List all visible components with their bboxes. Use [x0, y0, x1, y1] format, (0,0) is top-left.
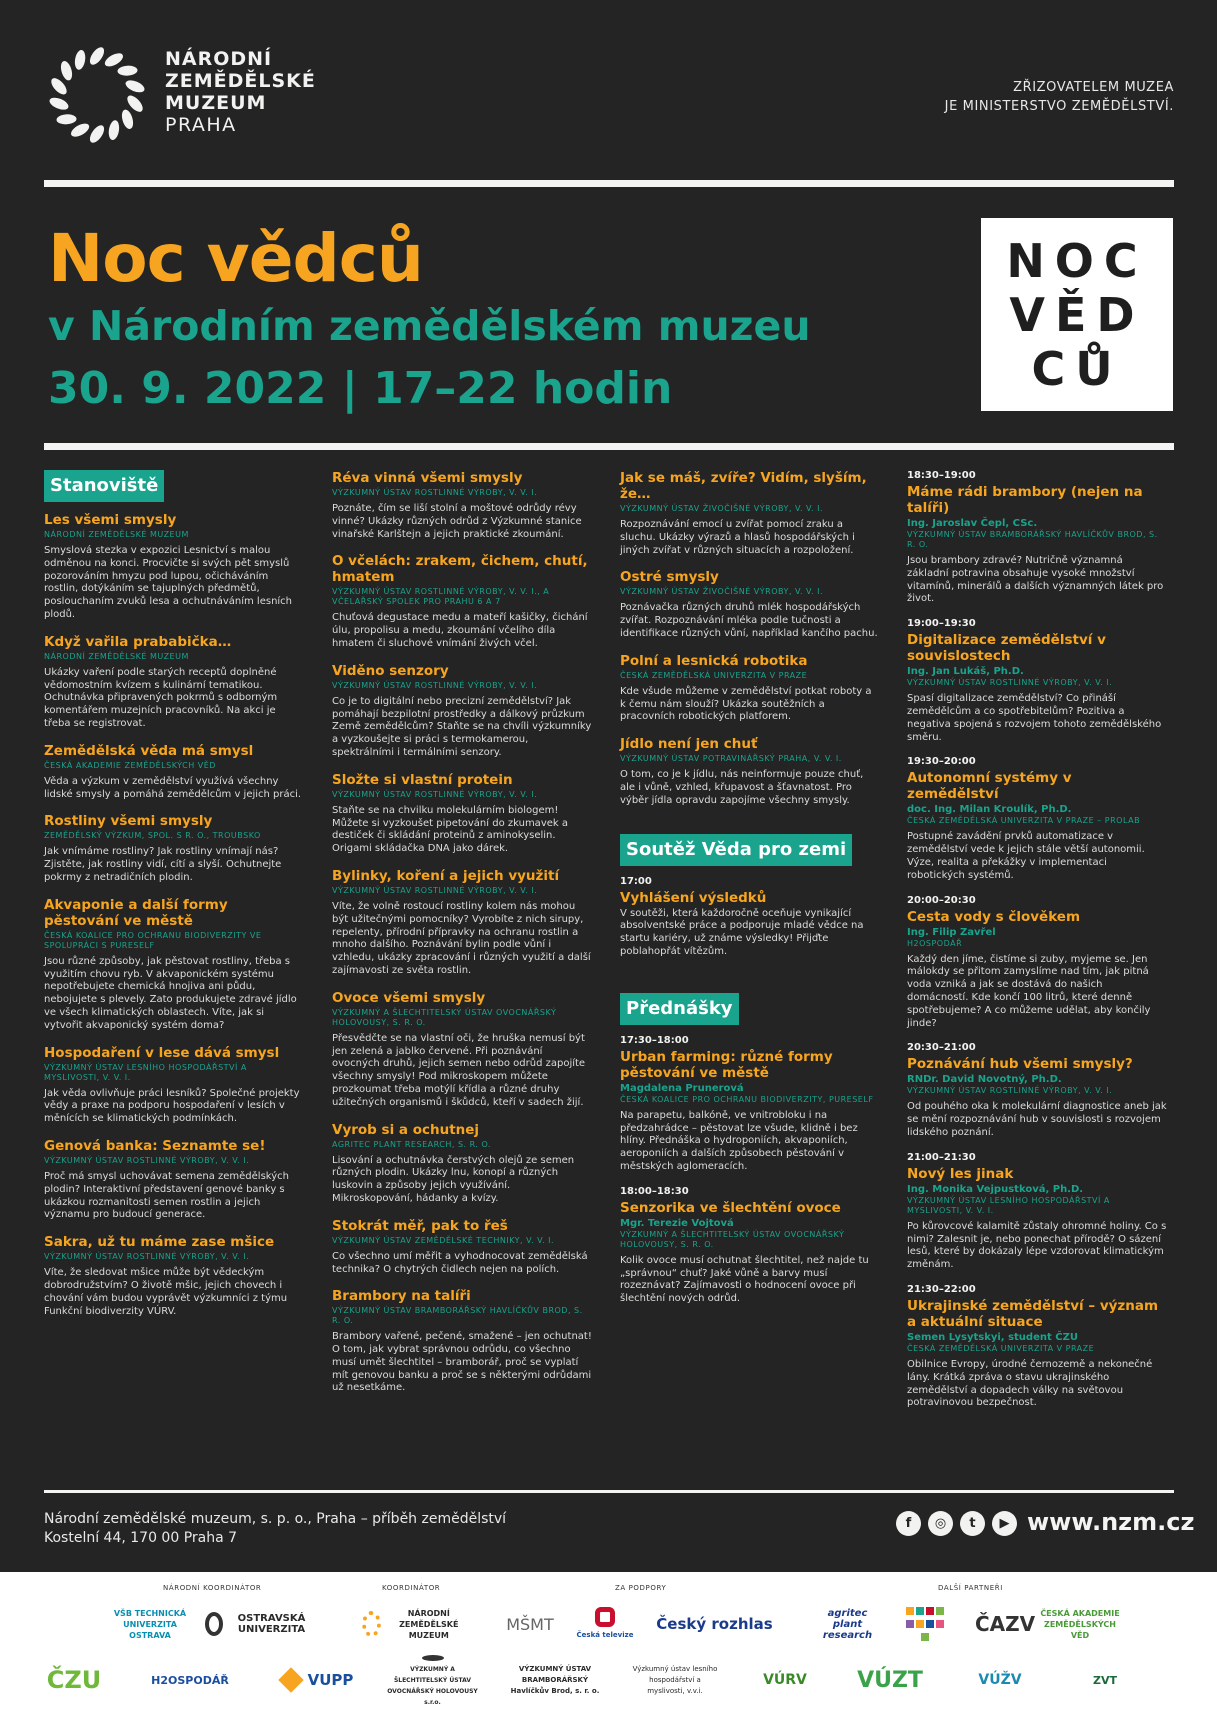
item-title: Složte si vlastní protein — [332, 771, 513, 788]
item-institution: ČESKÁ AKADEMIE ZEMĚDĚLSKÝCH VĚD — [44, 760, 216, 770]
item-speaker: Magdalena Prunerová — [620, 1082, 744, 1094]
program-item — [907, 1152, 1167, 1272]
item-text: Lisování a ochutnávka čerstvých olejů ze semen různých plodin. Ukázky lnu, konopí a různých luskovin a způsoby jejich využívání. Mikroskopování, hádanky a kvízy. — [332, 1154, 575, 1204]
vuzt-logo: VÚZT — [857, 1667, 923, 1693]
program-item — [907, 470, 1167, 606]
item-time: 17:00 — [620, 875, 652, 887]
item-institution: VÝZKUMNÝ ÚSTAV LESNÍHO HOSPODÁŘSTVÍ A MYSLIVOSTI, V. V. I. — [907, 1195, 1110, 1215]
item-text: Jak věda ovlivňuje práci lesníků? Společné projekty vědy a praxe na podporu hospodaření v lesích v měnících se klimatických podmínkách. — [44, 1087, 300, 1125]
item-institution: VÝZKUMNÝ ÚSTAV ROSTLINNÉ VÝROBY, V. V. I. — [332, 885, 538, 895]
program-item — [907, 895, 1167, 1031]
item-time: 17:30–18:00 — [620, 1034, 689, 1046]
item-text: Smyslová stezka v expozici Lesnictví s malou odměnou na konci. Procvičte si svých pět smyslů pozorováním hmyzu pod lupou, očicháváním rostlin, dotýkáním se tajuplných předmětů, poslouchaním zvuků lesa a ochutnáváním lesních plodů. — [44, 545, 293, 620]
item-time: 18:00–18:30 — [620, 1185, 689, 1197]
item-text: Na parapetu, balkóně, ve vnitrobloku i na předzahrádce – pěstovat lze všude, klidně i bez hlíny. Přednáška o hydroponiích, akvaponiích, aeroponiích a dalších způsobech pěstování v městských aglomeracích. — [620, 1109, 858, 1172]
item-institution: ČESKÁ KOALICE PRO OCHRANU BIODIVERZITY, PURESELF — [620, 1094, 874, 1104]
logo-leaf — [107, 119, 120, 140]
h2ospodar-logo: H2OSPODÁŘ — [151, 1673, 229, 1687]
czu-logo: ČZU — [46, 1665, 102, 1694]
item-text: Víte, že volně rostoucí rostliny kolem nás mohou být užitečnými pomocníky? Vyrobíte z nich sirupy, repelenty, přírodní přípravky na ochranu rostlin a mnoho dalšího. Poznávání bylin podle vůní i vzhledu, ukázky zpracování i různých využití a další zajímavosti ze světa rostlin. — [332, 900, 591, 976]
item-institution: VÝZKUMNÝ ÚSTAV BRAMBORÁŘSKÝ HAVLÍČKŮV BROD, S. R. O. — [332, 1306, 583, 1326]
footer-address — [44, 1510, 506, 1548]
item-time: 18:30–19:00 — [907, 470, 976, 481]
item-title: Polní a lesnická robotika — [620, 652, 808, 669]
item-text: Staňte se na chvilku molekulárním biologem! Můžete si vyzkoušet pipetování do zkumavek a destiček či skládání proteinů z aminokyselin. Origami skládačka DNA jako dárek. — [332, 804, 568, 855]
partner-heading: ZA PODPORY — [615, 1584, 667, 1592]
item-time: 21:00–21:30 — [907, 1151, 976, 1163]
item-institution: VÝZKUMNÝ A ŠLECHTITELSKÝ ÚSTAV OVOCNÁŘSKÝ HOLOVOUSY, S. R. O. — [332, 1007, 557, 1027]
item-institution: VÝZKUMNÝ ÚSTAV ZEMĚDĚLSKÉ TECHNIKY, V. V. I. — [332, 1235, 555, 1245]
program-item — [620, 569, 880, 640]
item-title: Rostliny všemi smysly — [44, 813, 213, 830]
logo-box-line: VĚD — [1009, 288, 1145, 342]
program-item — [620, 653, 880, 724]
youtube-icon[interactable]: ▶ — [992, 1511, 1017, 1536]
partner-label: Česká televize — [576, 1631, 634, 1639]
item-title: Digitalizace zemědělství v souvislostech — [907, 632, 1106, 665]
item-institution: VÝZKUMNÝ ÚSTAV BRAMBORÁŘSKÝ HAVLÍČKŮV BROD, S. R. O. — [907, 530, 1158, 549]
item-institution: VÝZKUMNÝ ÚSTAV POTRAVINÁŘSKÝ PRAHA, V. V. I. — [620, 754, 842, 764]
program-item — [44, 897, 304, 1033]
address-line: Národní zemědělské muzeum, s. p. o., Praha – příběh zemědělství — [44, 1511, 507, 1527]
item-institution: VÝZKUMNÝ ÚSTAV ŽIVOČIŠNÉ VÝROBY, V. V. I. — [620, 504, 823, 513]
item-institution: AGRITEC PLANT RESEARCH, S. R. O. — [332, 1139, 491, 1149]
item-institution: VÝZKUMNÝ ÚSTAV ROSTLINNÉ VÝROBY, V. V. I. — [44, 1252, 250, 1262]
item-speaker: Ing. Filip Zavřel — [907, 926, 996, 938]
item-institution: ČESKÁ KOALICE PRO OCHRANU BIODIVERZITY VE SPOLUPRÁCI S PURESELF — [44, 930, 262, 950]
contest-heading: Soutěž Věda pro zemi — [620, 834, 852, 866]
nzm-logo — [362, 1606, 472, 1642]
item-speaker: Ing. Jan Lukáš, Ph.D. — [907, 666, 1024, 678]
event-title: Noc vědců — [48, 220, 423, 297]
item-text: Od pouhého oka k molekulární diagnostice aneb jak se mění rozpoznávání hub v souvislosti s rozvojem lidského poznání. — [907, 1101, 1167, 1138]
program-item — [332, 1218, 592, 1277]
item-title: Ostré smysly — [620, 569, 719, 586]
vupp-logo — [275, 1662, 360, 1698]
item-institution: VÝZKUMNÝ ÚSTAV ROSTLINNÉ VÝROBY, V. V. I. — [332, 789, 538, 799]
item-title: Poznávání hub všemi smysly? — [907, 1056, 1133, 1073]
logo-city: PRAHA — [165, 114, 237, 136]
museum-logo-icon — [44, 42, 150, 148]
item-institution: VÝZKUMNÝ ÚSTAV ROSTLINNÉ VÝROBY, V. V. I. — [44, 1155, 250, 1165]
logo-leaf — [69, 121, 91, 140]
item-title: Ovoce všemi smysly — [332, 989, 486, 1006]
item-text: Co všechno umí měřit a vyhodnocovat zemědělská technika? O chytrých čidlech nejen na polích. — [332, 1250, 588, 1275]
item-text: Po kůrovcové kalamitě zůstaly ohromné holiny. Co s nimi? Zalesnit je, nebo ponechat přírodě? O sázení lesů, které by dokázaly lépe vzdorovat klimatickým změnám. — [907, 1220, 1167, 1271]
item-text: Jsou různé způsoby, jak pěstovat rostliny, třeba s využitím chovu ryb. V akvaponickém systému nepotřebujete chemická hnojiva ani půdu, nebojujete s plevely. Zato produkujete zdravé jídlo ve všech klimatických oblastech. Víte, jak si vytvořit akvaponický systém doma? — [44, 955, 297, 1031]
item-institution: VÝZKUMNÝ ÚSTAV ROSTLINNÉ VÝROBY, V. V. I. — [907, 1086, 1113, 1096]
partner-heading: KOORDINÁTOR — [382, 1584, 441, 1592]
program-item — [332, 1122, 592, 1206]
cro-logo: Český rozhlas — [656, 1614, 773, 1633]
item-text: Obilnice Evropy, úrodné černozemě a nekonečné lány. Krátká zpráva o stavu ukrajinského zemědělství a dopadech války na světovou potravinovou bezpečnost. — [907, 1358, 1153, 1409]
logo-box-line: NOC — [1006, 234, 1148, 288]
item-title: Senzorika ve šlechtění ovoce — [620, 1199, 841, 1216]
item-title: O včelách: zrakem, čichem, chutí, hmatem — [332, 553, 588, 586]
item-text: Kolik ovoce musí ochutnat šlechtitel, než najde tu „správnou“ chuť? Jaké vůně a barvy musí rozeznávat? Zajímavosti o hodnocení ovoce při šlechtění nových odrůd. — [620, 1254, 869, 1305]
lectures-heading: Přednášky — [620, 993, 739, 1025]
item-text: Jak vnímáme rostliny? Jak rostliny vnímají nás? Zjistěte, jak rostliny vidí, cítí a slyší. Ochutnejte pokrmy z netradičních plodin. — [44, 846, 282, 883]
vsuo-logo — [385, 1657, 480, 1705]
program-item — [332, 868, 592, 978]
item-institution: ZEMĚDĚLSKÝ VÝZKUM, SPOL. S R. O., TROUBSKO — [44, 831, 261, 841]
partner-label: NÁRODNÍ ZEMĚDĚLSKÉ MUZEUM — [399, 1608, 459, 1640]
vurv-logo: VÚRV — [763, 1671, 807, 1688]
item-institution: ČESKÁ ZEMĚDĚLSKÁ UNIVERZITA V PRAZE — [907, 1343, 1095, 1353]
partner-label: VUPP — [307, 1670, 354, 1689]
program-item — [44, 634, 304, 731]
program-item — [620, 470, 880, 557]
column-stations-3 — [620, 470, 880, 1318]
logo-leaf — [87, 45, 107, 67]
item-text: Co je to digitální nebo precizní zemědělství? Jak pomáhají bezpilotní prostředky a dálkový průzkum Země zemědělcům? Staňte se na chvíli výzkumníky a vyzkoušejte si práci s termokamerou, spektrálními i termálními senzory. — [332, 695, 592, 758]
event-subtitle: v Národním zemědělském muzeu — [48, 302, 811, 350]
item-title: Jídlo není jen chuť — [620, 736, 758, 753]
item-institution: NÁRODNÍ ZEMĚDĚLSKÉ MUZEUM — [44, 530, 189, 539]
program-item — [332, 663, 592, 760]
item-title: Vyhlášení výsledků — [620, 889, 767, 906]
station-list — [44, 512, 304, 1318]
item-speaker: Ing. Jaroslav Čepl, CSc. — [907, 518, 1038, 529]
twitter-icon[interactable]: t — [960, 1511, 985, 1536]
partner-label: VÝZKUMNÝ A ŠLECHTITELSKÝ ÚSTAV OVOCNÁŘSKÝ HOLOVOUSY s.r.o. — [387, 1665, 478, 1706]
column-stations-2 — [332, 470, 592, 1407]
program-item — [44, 1234, 304, 1318]
program-item — [907, 1284, 1167, 1410]
logo-leaf — [87, 123, 107, 145]
item-text: V soutěži, která každoročně oceňuje vynikající absolventské práce a podporuje mladé vědce na startu kariéry, už známe výsledky! Přijďte poblahopřát vítězům. — [620, 907, 864, 957]
colorful-partner-logo — [905, 1604, 945, 1644]
program-item — [620, 1035, 880, 1174]
item-title: Cesta vody s člověkem — [907, 908, 1081, 925]
item-institution: VÝZKUMNÝ ÚSTAV ŽIVOČIŠNÉ VÝROBY, V. V. I. — [620, 587, 823, 597]
partner-heading: NÁRODNÍ KOORDINÁTOR — [163, 1584, 262, 1592]
item-speaker: Ing. Monika Vejpustková, Ph.D. — [907, 1183, 1084, 1195]
cazv-full-label: ČESKÁ AKADEMIE ZEMĚDĚLSKÝCH VĚD — [1040, 1608, 1120, 1640]
station-list — [620, 470, 880, 808]
logo-line: NÁRODNÍ — [165, 48, 273, 70]
vub-logo: VÝZKUMNÝ ÚSTAV BRAMBORÁŘSKÝ Havlíčkův Brod, s. r. o. — [510, 1664, 600, 1695]
item-title: Akvaponie a další formy pěstování ve městě — [44, 896, 228, 929]
logo-line: MUZEUM — [165, 92, 267, 114]
item-text: Každý den jíme, čistíme si zuby, myjeme se. Jen málokdy se přitom zamyslíme nad tím, jak pitná voda vzniká a jak se dostává do našich domácností. Kde končí 100 litrů, které denně spotřebujeme? A co můžeme udělat, aby končily jinde? — [907, 953, 1151, 1029]
item-title: Hospodaření v lese dává smysl — [44, 1044, 280, 1061]
vsb-logo: VŠB TECHNICKÁ UNIVERZITA OSTRAVA — [113, 1608, 187, 1640]
item-title: Viděno senzory — [332, 662, 449, 679]
item-title: Autonomní systémy v zemědělství — [907, 770, 1072, 803]
event-date: 30. 9. 2022 | 17–22 hodin — [48, 363, 673, 414]
program-item — [332, 772, 592, 856]
item-title: Vyrob si a ochutnej — [332, 1121, 480, 1138]
logo-line: ZEMĚDĚLSKÉ — [165, 70, 316, 92]
logo-leaf — [56, 114, 77, 125]
item-title: Sakra, už tu máme zase mšice — [44, 1234, 275, 1251]
item-text: Postupné zavádění prvků automatizace v zemědělství vede k jejich stále větší autonomii. Výze, realita a překážky v implementaci robotických systémů. — [907, 831, 1145, 881]
item-title: Genová banka: Seznamte se! — [44, 1137, 266, 1154]
item-title: Když vařila prababička… — [44, 633, 232, 650]
item-speaker: Mgr. Terezie Vojtová — [620, 1217, 734, 1229]
logo-leaf — [74, 49, 87, 70]
contest-item — [620, 876, 880, 959]
column-lectures — [907, 470, 1167, 1422]
vulhm-logo: Výzkumný ústav lesního hospodářství a myslivosti, v.v.i. — [632, 1664, 718, 1695]
item-title: Réva vinná všemi smysly — [332, 470, 523, 486]
item-institution: ČESKÁ ZEMĚDĚLSKÁ UNIVERZITA V PRAZE — [620, 670, 808, 680]
program-item — [44, 1138, 304, 1222]
program-item — [44, 813, 304, 884]
item-time: 20:30–21:00 — [907, 1042, 976, 1054]
item-time: 20:00–20:30 — [907, 894, 976, 906]
item-title: Brambory na talíři — [332, 1288, 471, 1305]
item-text: Proč má smysl uchovávat semena zemědělských plodin? Interaktivní představení genové banky s ukázkou rozmanitosti semen rostlin a jejich významu pro budoucí generace. — [44, 1170, 289, 1221]
item-institution: H2OSPODÁŘ — [907, 938, 963, 948]
item-time: 19:00–19:30 — [907, 618, 976, 630]
item-title: Nový les jinak — [907, 1165, 1014, 1182]
social-links — [896, 1511, 1017, 1536]
program-item — [332, 1288, 592, 1395]
divider — [44, 1490, 1174, 1493]
item-title: Ukrajinské zemědělství – význam a aktuální situace — [907, 1297, 1159, 1330]
item-text: Jsou brambory zdravé? Nutričně významná základní potravina obsahuje vysoké množství vitamínů, minerálů a dalších významných látek pro život. — [907, 555, 1164, 605]
item-speaker: doc. Ing. Milan Kroulík, Ph.D. — [907, 804, 1072, 816]
partner-heading: DALŠÍ PARTNEŘI — [938, 1584, 1003, 1592]
item-institution: VÝZKUMNÝ ÚSTAV ROSTLINNÉ VÝROBY, V. V. I. — [332, 680, 538, 690]
address-line: Kostelní 44, 170 00 Praha 7 — [44, 1530, 238, 1546]
item-text: Přesvědčte se na vlastní oči, že hruška nemusí být jen zelená a jablko červené. Při poznávání ovocných druhů, jejich semen nebo odrůd zapojíte všechny smysly! Pod mikroskopem můžete prozkoumat třeba motýlí křídla a různé druhy užitečných organismů i škůdců, kteří v sadech žijí. — [332, 1032, 586, 1108]
divider — [44, 443, 1174, 450]
item-text: Poznávačka různých druhů mlék hospodářských zvířat. Rozpoznávání mléka podle tučnosti a identifikace různých vůní, například kančího pachu. — [620, 602, 878, 639]
item-text: Kde všude můžeme v zemědělství potkat roboty a k čemu nám slouží? Ukázka soutěžních a pracovních robotických platforem. — [620, 685, 872, 723]
museum-name — [165, 48, 316, 136]
vuzv-logo: VÚŽV — [978, 1671, 1022, 1688]
logo-leaf — [124, 78, 146, 95]
website-link[interactable]: www.nzm.cz — [1027, 1508, 1195, 1536]
item-title: Zemědělská věda má smysl — [44, 742, 254, 759]
item-title: Jak se máš, zvíře? Vidím, slyším, že… — [620, 470, 867, 502]
item-text: Brambory vařené, pečené, smažené – jen ochutnat! O tom, jak vybrat správnou odrůdu, co všechno musí umět šlechtitel – bramborář, proč se vyplatí mít genovou banku a proč se s některými odrůdami už nesetkáme. — [332, 1331, 592, 1394]
noc-vedcu-logo — [981, 218, 1173, 411]
logo-box-line: CŮ — [1031, 342, 1123, 396]
item-institution: NÁRODNÍ ZEMĚDĚLSKÉ MUZEUM — [44, 651, 189, 661]
item-institution: VÝZKUMNÝ ÚSTAV ROSTLINNÉ VÝROBY, V. V. I. — [907, 678, 1113, 688]
item-institution: VÝZKUMNÝ ÚSTAV ROSTLINNÉ VÝROBY, V. V. I. — [332, 488, 538, 497]
item-time: 21:30–22:00 — [907, 1283, 976, 1295]
program-item — [44, 512, 304, 622]
item-text: Poznáte, čím se liší stolní a moštové odrůdy révy vinné? Ukázky různých odrůd z Výzkumné stanice vinařské Karlštejn a jejich praktické zkoumání. — [332, 503, 582, 540]
founder-line: ZŘIZOVATELEM MUZEA — [1013, 80, 1174, 95]
item-title: Les všemi smysly — [44, 512, 177, 528]
item-text: Ukázky vaření podle starých receptů doplněné vědomostním kvízem s kulinární tematikou. Ochutnávka připravených pokrmů s odborným komentářem muzejních pracovníků. Na akci je třeba se registrovat. — [44, 666, 278, 729]
item-institution: VÝZKUMNÝ ÚSTAV LESNÍHO HOSPODÁŘSTVÍ A MYSLIVOSTI, V. V. I. — [44, 1062, 247, 1082]
program-item — [44, 743, 304, 802]
item-institution: VÝZKUMNÝ ÚSTAV ROSTLINNÉ VÝROBY, V. V. I., A VČELAŘSKÝ SPOLEK PRO PRAHU 6 A 7 — [332, 587, 550, 607]
program-item — [620, 1186, 880, 1306]
program-item — [907, 618, 1167, 744]
logo-leaf — [117, 65, 138, 76]
item-speaker: Semen Lysytskyi, student ČZU — [907, 1331, 1078, 1343]
item-text: Víte, že sledovat mšice může být vědeckým dobrodružstvím? O životě mšic, jejich chovech i chování vám budou vyprávět výzkumníci z týmu Funkční biodiverzity VÚRV. — [44, 1267, 288, 1317]
divider — [44, 180, 1174, 187]
item-title: Stokrát měř, pak to řeš — [332, 1217, 508, 1234]
item-text: Věda a výzkum v zemědělství využívá všechny lidské smysly a pomáhá zemědělcům v jejich práci. — [44, 775, 302, 800]
item-title: Máme rádi brambory (nejen na talíři) — [907, 484, 1143, 516]
partner-label: OSTRAVSKÁ UNIVERZITA — [237, 1613, 306, 1635]
instagram-icon[interactable]: ◎ — [928, 1511, 953, 1536]
item-text: O tom, co je k jídlu, nás neinformuje pouze chuť, ale i vůně, vzhled, křupavost a šťavnatost. Pro výběr jídla opravdu zapojíme všechny smysly. — [620, 769, 864, 806]
agritec-logo: agritec plant research — [822, 1607, 873, 1641]
item-text: Rozpoznávání emocí u zvířat pomocí zraku a sluchu. Ukázky výrazů a hlasů hospodářských i jiných zvířat v různých situacích a rozpoložení. — [620, 519, 855, 556]
item-title: Bylinky, koření a jejich využití — [332, 867, 560, 884]
zvt-logo: ZVT — [1093, 1673, 1117, 1687]
logo-leaf — [59, 60, 74, 82]
program-item — [907, 756, 1167, 882]
program-item — [44, 1045, 304, 1126]
ostravska-logo — [205, 1606, 315, 1642]
logo-leaf — [120, 108, 135, 130]
item-title: Urban farming: různé formy pěstování ve městě — [620, 1048, 833, 1081]
column-stations-1 — [44, 470, 304, 1330]
item-time: 19:30–20:00 — [907, 756, 976, 768]
station-list — [332, 470, 592, 1395]
ct-logo — [575, 1602, 635, 1646]
facebook-icon[interactable]: f — [896, 1511, 921, 1536]
item-institution: VÝZKUMNÝ A ŠLECHTITELSKÝ ÚSTAV OVOCNÁŘSKÝ HOLOVOUSY, S. R. O. — [620, 1229, 845, 1249]
msmt-logo: MŠMT — [506, 1614, 554, 1634]
stations-heading: Stanoviště — [44, 470, 164, 502]
cazv-logo: ČAZV — [974, 1611, 1036, 1636]
program-item — [332, 990, 592, 1110]
partner-strip — [0, 1572, 1217, 1721]
item-text: Chuťová degustace medu a mateří kašičky, čichání úlu, propolisu a medu, zkoumání včelího díla hmatem či sluchové vnímání živých včel. — [332, 612, 588, 649]
founder-note — [945, 78, 1174, 116]
program-item — [620, 736, 880, 807]
founder-line: JE MINISTERSTVO ZEMĚDĚLSTVÍ. — [944, 99, 1174, 114]
program-item — [332, 470, 592, 541]
item-text: Spasí digitalizace zemědělství? Co přináší zemědělcům a co spotřebitelům? Pozitiva a negativa spojená s rozvojem tohoto zemědělského směru. — [907, 693, 1162, 743]
program-item — [332, 553, 592, 650]
item-institution: ČESKÁ ZEMĚDĚLSKÁ UNIVERZITA V PRAZE – PROLAB — [907, 816, 1141, 826]
lecture-list — [620, 1035, 880, 1306]
item-speaker: RNDr. David Novotný, Ph.D. — [907, 1074, 1062, 1086]
program-item — [907, 1042, 1167, 1139]
lecture-list — [907, 470, 1167, 1410]
logo-leaf — [48, 95, 70, 112]
logo-leaf — [103, 51, 125, 70]
